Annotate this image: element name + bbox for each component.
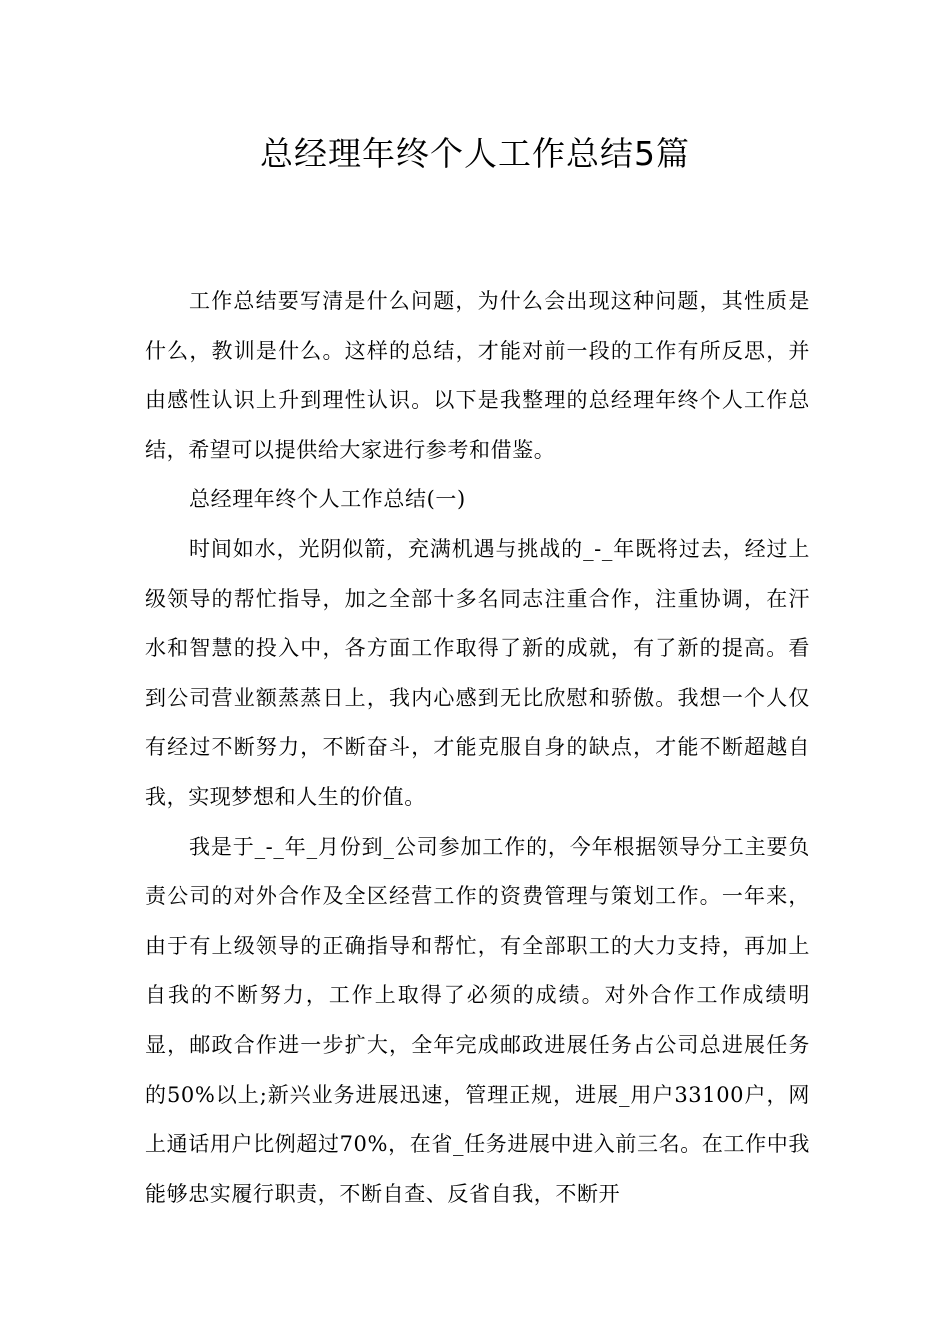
intro-paragraph: 工作总结要写清是什么问题，为什么会出现这种问题，其性质是什么，教训是什么。这样的总结，才能对前一段的工作有所反思，并由感性认识上升到理性认识。以下是我整理的总经理年终个人工作总结，希望可以提供给大家进行参考和借鉴。	[145, 289, 810, 462]
body-paragraph: 时间如水，光阴似箭，充满机遇与挑战的_-_年既将过去，经过上级领导的帮忙指导，加之全部十多名同志注重合作，注重协调，在汗水和智慧的投入中，各方面工作取得了新的成就，有了新的提高。看到公司营业额蒸蒸日上，我内心感到无比欣慰和骄傲。我想一个人仅有经过不断努力，不断奋斗，才能克服自身的缺点，才能不断超越自我，实现梦想和人生的价值。	[145, 536, 810, 809]
section-heading: 总经理年终个人工作总结(一)	[189, 487, 466, 512]
document-title: 总经理年终个人工作总结5篇	[260, 134, 690, 173]
body-paragraph: 我是于_-_年_月份到_公司参加工作的，今年根据领导分工主要负责公司的对外合作及全区经营工作的资费管理与策划工作。一年来，由于有上级领导的正确指导和帮忙，有全部职工的大力支持，再加上自我的不断努力，工作上取得了必须的成绩。对外合作工作成绩明显，邮政合作进一步扩大，全年完成邮政进展任务占公司总进展任务的50%以上;新兴业务进展迅速，管理正规，进展_用户33100户，网上通话用户比例超过70%，在省_任务进展中进入前三名。在工作中我能够忠实履行职责，不断自查、反省自我，不断开	[145, 834, 810, 1206]
document-body	[145, 277, 810, 1219]
